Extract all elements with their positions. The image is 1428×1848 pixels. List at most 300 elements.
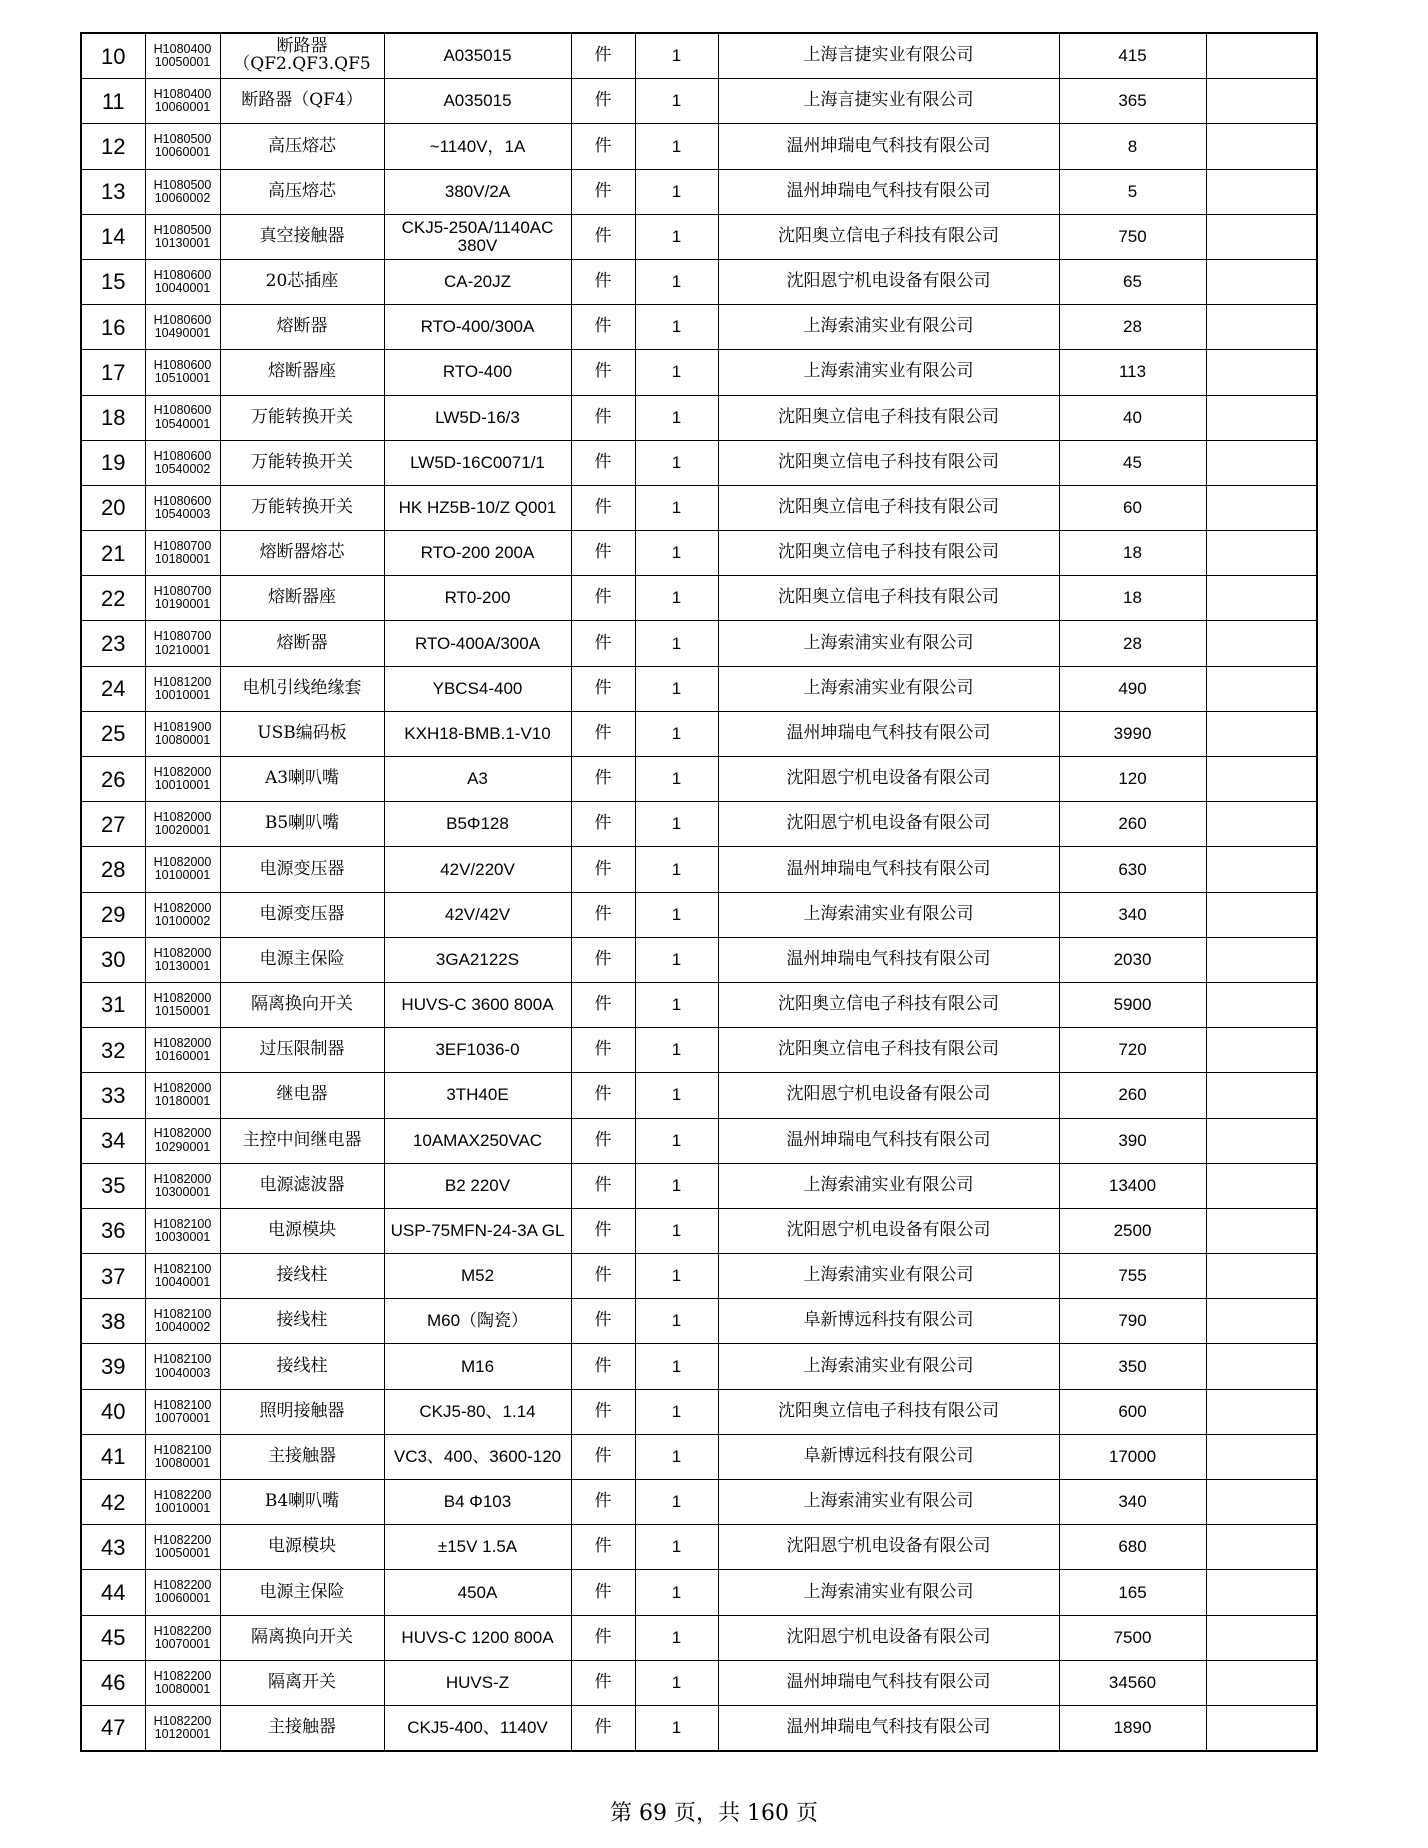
remark (1206, 937, 1317, 982)
part-spec: RTO-400 (384, 350, 571, 395)
quantity: 1 (635, 169, 718, 214)
table-row (81, 350, 1317, 395)
unit-price: 260 (1059, 802, 1206, 847)
unit: 件 (571, 531, 635, 576)
part-name: 高压熔芯 (220, 169, 384, 214)
part-name: B4喇叭嘴 (220, 1480, 384, 1525)
remark (1206, 982, 1317, 1027)
row-number: 16 (81, 305, 145, 350)
remark (1206, 1208, 1317, 1253)
part-spec: 10AMAX250VAC (384, 1118, 571, 1163)
supplier-name: 温州坤瑞电气科技有限公司 (718, 1118, 1059, 1163)
unit: 件 (571, 1570, 635, 1615)
unit: 件 (571, 1299, 635, 1344)
unit-price: 755 (1059, 1254, 1206, 1299)
table-row (81, 1208, 1317, 1253)
unit: 件 (571, 892, 635, 937)
part-name: 万能转换开关 (220, 485, 384, 530)
table-row (81, 1344, 1317, 1389)
material-code-suffix: 10060001 (154, 145, 211, 160)
material-code (145, 259, 220, 304)
table-row (81, 1615, 1317, 1660)
unit: 件 (571, 1208, 635, 1253)
material-code-suffix: 10180001 (154, 552, 211, 567)
unit: 件 (571, 802, 635, 847)
row-number: 12 (81, 124, 145, 169)
material-code-prefix: H1082200 (153, 1713, 212, 1728)
remark (1206, 1299, 1317, 1344)
quantity: 1 (635, 305, 718, 350)
material-code-prefix: H1080500 (153, 222, 212, 237)
material-code-prefix: H1080500 (153, 132, 212, 147)
remark (1206, 350, 1317, 395)
row-number: 30 (81, 937, 145, 982)
supplier-name: 沈阳恩宁机电设备有限公司 (718, 259, 1059, 304)
material-code-prefix: H1082100 (153, 1397, 212, 1412)
unit: 件 (571, 305, 635, 350)
table-row (81, 847, 1317, 892)
row-number: 21 (81, 531, 145, 576)
part-spec: VC3、400、3600-120 (384, 1434, 571, 1479)
part-name: 主控中间继电器 (220, 1118, 384, 1163)
material-code-suffix: 10100001 (154, 868, 211, 883)
material-code-prefix: H1082200 (153, 1578, 212, 1593)
row-number: 36 (81, 1208, 145, 1253)
unit: 件 (571, 1344, 635, 1389)
material-code-suffix: 10180001 (154, 1094, 211, 1109)
supplier-name: 上海索浦实业有限公司 (718, 621, 1059, 666)
material-code-prefix: H1080500 (153, 177, 212, 192)
part-name: 接线柱 (220, 1299, 384, 1344)
supplier-name: 温州坤瑞电气科技有限公司 (718, 1705, 1059, 1751)
material-code (145, 1480, 220, 1525)
quantity: 1 (635, 1570, 718, 1615)
row-number: 47 (81, 1705, 145, 1751)
unit-price: 60 (1059, 485, 1206, 530)
quantity: 1 (635, 1615, 718, 1660)
part-spec: HUVS-C 1200 800A (384, 1615, 571, 1660)
supplier-name: 温州坤瑞电气科技有限公司 (718, 937, 1059, 982)
supplier-name: 温州坤瑞电气科技有限公司 (718, 847, 1059, 892)
quantity: 1 (635, 666, 718, 711)
unit-price: 5 (1059, 169, 1206, 214)
material-code-suffix: 10300001 (154, 1184, 211, 1199)
quantity: 1 (635, 1344, 718, 1389)
unit: 件 (571, 757, 635, 802)
table-row (81, 1028, 1317, 1073)
unit-price: 5900 (1059, 982, 1206, 1027)
unit-price: 113 (1059, 350, 1206, 395)
row-number: 27 (81, 802, 145, 847)
unit-price: 350 (1059, 1344, 1206, 1389)
quantity: 1 (635, 1118, 718, 1163)
supplier-name: 沈阳奥立信电子科技有限公司 (718, 531, 1059, 576)
table-row (81, 395, 1317, 440)
parts-price-table (80, 32, 1318, 1752)
row-number: 34 (81, 1118, 145, 1163)
unit-price: 8 (1059, 124, 1206, 169)
part-name: 万能转换开关 (220, 440, 384, 485)
part-name: 熔断器 (220, 305, 384, 350)
part-spec: 450A (384, 1570, 571, 1615)
part-spec: A3 (384, 757, 571, 802)
part-spec: B4 Φ103 (384, 1480, 571, 1525)
table-row (81, 485, 1317, 530)
material-code-suffix: 10120001 (154, 1727, 211, 1742)
material-code-prefix: H1080600 (153, 358, 212, 373)
part-spec: HUVS-Z (384, 1660, 571, 1705)
unit-price: 28 (1059, 305, 1206, 350)
quantity: 1 (635, 1525, 718, 1570)
part-name: B5喇叭嘴 (220, 802, 384, 847)
remark (1206, 711, 1317, 756)
remark (1206, 757, 1317, 802)
material-code-prefix: H1082100 (153, 1307, 212, 1322)
unit: 件 (571, 982, 635, 1027)
part-spec: B5Φ128 (384, 802, 571, 847)
part-spec: LW5D-16C0071/1 (384, 440, 571, 485)
material-code-prefix: H1082000 (153, 900, 212, 915)
material-code-prefix: H1082200 (153, 1487, 212, 1502)
part-spec: RTO-400A/300A (384, 621, 571, 666)
material-code-prefix: H1082200 (153, 1623, 212, 1638)
unit: 件 (571, 440, 635, 485)
material-code-suffix: 10050001 (154, 1546, 211, 1561)
supplier-name: 沈阳奥立信电子科技有限公司 (718, 1028, 1059, 1073)
material-code (145, 305, 220, 350)
unit: 件 (571, 1118, 635, 1163)
material-code (145, 621, 220, 666)
unit: 件 (571, 214, 635, 259)
material-code (145, 1615, 220, 1660)
unit-price: 7500 (1059, 1615, 1206, 1660)
row-number: 35 (81, 1163, 145, 1208)
material-code-prefix: H1080700 (153, 584, 212, 599)
unit: 件 (571, 1705, 635, 1751)
quantity: 1 (635, 531, 718, 576)
part-spec: 3EF1036-0 (384, 1028, 571, 1073)
row-number: 46 (81, 1660, 145, 1705)
material-code-suffix: 10040001 (154, 281, 211, 296)
remark (1206, 1163, 1317, 1208)
part-name: 熔断器 (220, 621, 384, 666)
table-row (81, 711, 1317, 756)
unit-price: 2500 (1059, 1208, 1206, 1253)
part-spec: B2 220V (384, 1163, 571, 1208)
quantity: 1 (635, 802, 718, 847)
part-spec: CKJ5-400、1140V (384, 1705, 571, 1751)
part-name: 照明接触器 (220, 1389, 384, 1434)
material-code-prefix: H1080400 (153, 87, 212, 102)
quantity: 1 (635, 124, 718, 169)
table-row (81, 576, 1317, 621)
part-spec: RT0-200 (384, 576, 571, 621)
material-code-suffix: 10050001 (154, 55, 211, 70)
part-name: 过压限制器 (220, 1028, 384, 1073)
unit: 件 (571, 1615, 635, 1660)
remark (1206, 847, 1317, 892)
row-number: 29 (81, 892, 145, 937)
unit: 件 (571, 259, 635, 304)
quantity: 1 (635, 440, 718, 485)
material-code-suffix: 10040002 (154, 1320, 211, 1335)
remark (1206, 576, 1317, 621)
part-spec: CKJ5-250A/1140AC 380V (384, 214, 571, 259)
supplier-name: 沈阳恩宁机电设备有限公司 (718, 1073, 1059, 1118)
material-code (145, 33, 220, 79)
material-code-prefix: H1080700 (153, 629, 212, 644)
row-number: 31 (81, 982, 145, 1027)
part-name: 电源主保险 (220, 1570, 384, 1615)
supplier-name: 沈阳恩宁机电设备有限公司 (718, 1615, 1059, 1660)
material-code (145, 847, 220, 892)
row-number: 13 (81, 169, 145, 214)
supplier-name: 温州坤瑞电气科技有限公司 (718, 711, 1059, 756)
quantity: 1 (635, 214, 718, 259)
quantity: 1 (635, 1028, 718, 1073)
row-number: 25 (81, 711, 145, 756)
material-code-prefix: H1080600 (153, 493, 212, 508)
quantity: 1 (635, 711, 718, 756)
material-code (145, 1073, 220, 1118)
quantity: 1 (635, 1434, 718, 1479)
material-code (145, 1434, 220, 1479)
unit-price: 720 (1059, 1028, 1206, 1073)
material-code-prefix: H1080400 (153, 41, 212, 56)
remark (1206, 1615, 1317, 1660)
material-code-suffix: 10150001 (154, 1004, 211, 1019)
material-code-suffix: 10290001 (154, 1139, 211, 1154)
table-row (81, 1163, 1317, 1208)
material-code-prefix: H1080600 (153, 403, 212, 418)
part-name: 电源模块 (220, 1525, 384, 1570)
material-code-suffix: 10130001 (154, 235, 211, 250)
material-code-suffix: 10080001 (154, 1455, 211, 1470)
material-code (145, 1254, 220, 1299)
part-spec: USP-75MFN-24-3A GL (384, 1208, 571, 1253)
material-code-prefix: H1082100 (153, 1442, 212, 1457)
unit-price: 120 (1059, 757, 1206, 802)
part-name: 接线柱 (220, 1344, 384, 1389)
unit: 件 (571, 395, 635, 440)
table-row (81, 982, 1317, 1027)
supplier-name: 上海索浦实业有限公司 (718, 666, 1059, 711)
material-code-prefix: H1082200 (153, 1533, 212, 1548)
remark (1206, 1570, 1317, 1615)
part-spec: ~1140V，1A (384, 124, 571, 169)
material-code (145, 1389, 220, 1434)
material-code-suffix: 10080001 (154, 732, 211, 747)
supplier-name: 沈阳奥立信电子科技有限公司 (718, 576, 1059, 621)
material-code-suffix: 10130001 (154, 958, 211, 973)
table-row (81, 621, 1317, 666)
table-row (81, 1525, 1317, 1570)
row-number: 19 (81, 440, 145, 485)
material-code-suffix: 10190001 (154, 597, 211, 612)
part-name: 主接触器 (220, 1434, 384, 1479)
part-spec: HK HZ5B-10/Z Q001 (384, 485, 571, 530)
remark (1206, 305, 1317, 350)
unit: 件 (571, 1254, 635, 1299)
part-name: 主接触器 (220, 1705, 384, 1751)
row-number: 14 (81, 214, 145, 259)
remark (1206, 259, 1317, 304)
part-spec: CA-20JZ (384, 259, 571, 304)
table-row (81, 169, 1317, 214)
unit: 件 (571, 1389, 635, 1434)
unit: 件 (571, 485, 635, 530)
unit-price: 415 (1059, 33, 1206, 79)
material-code (145, 485, 220, 530)
part-spec: M60（陶瓷） (384, 1299, 571, 1344)
unit: 件 (571, 124, 635, 169)
quantity: 1 (635, 1480, 718, 1525)
supplier-name: 温州坤瑞电气科技有限公司 (718, 1660, 1059, 1705)
unit-price: 680 (1059, 1525, 1206, 1570)
row-number: 22 (81, 576, 145, 621)
unit-price: 390 (1059, 1118, 1206, 1163)
material-code (145, 982, 220, 1027)
remark (1206, 1389, 1317, 1434)
material-code-prefix: H1082000 (153, 1081, 212, 1096)
part-name: 电源变压器 (220, 847, 384, 892)
material-code (145, 1660, 220, 1705)
remark (1206, 395, 1317, 440)
quantity: 1 (635, 937, 718, 982)
part-name: 熔断器座 (220, 576, 384, 621)
row-number: 40 (81, 1389, 145, 1434)
row-number: 33 (81, 1073, 145, 1118)
material-code-suffix: 10510001 (154, 371, 211, 386)
material-code-suffix: 10080001 (154, 1681, 211, 1696)
unit-price: 65 (1059, 259, 1206, 304)
part-name: 真空接触器 (220, 214, 384, 259)
part-name: 万能转换开关 (220, 395, 384, 440)
remark (1206, 1525, 1317, 1570)
row-number: 23 (81, 621, 145, 666)
row-number: 43 (81, 1525, 145, 1570)
unit-price: 365 (1059, 79, 1206, 124)
row-number: 28 (81, 847, 145, 892)
material-code-prefix: H1080700 (153, 539, 212, 554)
table-row (81, 214, 1317, 259)
material-code (145, 1705, 220, 1751)
material-code (145, 79, 220, 124)
unit-price: 17000 (1059, 1434, 1206, 1479)
unit-price: 490 (1059, 666, 1206, 711)
material-code-prefix: H1081200 (153, 674, 212, 689)
part-name: 断路器（QF2.QF3.QF5 (220, 33, 384, 79)
material-code-prefix: H1082100 (153, 1216, 212, 1231)
supplier-name: 上海索浦实业有限公司 (718, 1344, 1059, 1389)
table-row (81, 666, 1317, 711)
unit-price: 34560 (1059, 1660, 1206, 1705)
part-name: 隔离换向开关 (220, 982, 384, 1027)
supplier-name: 上海索浦实业有限公司 (718, 305, 1059, 350)
material-code-prefix: H1082100 (153, 1352, 212, 1367)
table-row (81, 802, 1317, 847)
unit-price: 28 (1059, 621, 1206, 666)
unit-price: 340 (1059, 1480, 1206, 1525)
remark (1206, 802, 1317, 847)
supplier-name: 上海言捷实业有限公司 (718, 79, 1059, 124)
remark (1206, 1660, 1317, 1705)
unit-price: 340 (1059, 892, 1206, 937)
supplier-name: 阜新博远科技有限公司 (718, 1299, 1059, 1344)
supplier-name: 沈阳恩宁机电设备有限公司 (718, 1208, 1059, 1253)
material-code-suffix: 10100002 (154, 913, 211, 928)
part-spec: M16 (384, 1344, 571, 1389)
remark (1206, 1344, 1317, 1389)
unit: 件 (571, 1163, 635, 1208)
unit-price: 790 (1059, 1299, 1206, 1344)
part-spec: ±15V 1.5A (384, 1525, 571, 1570)
material-code-suffix: 10070001 (154, 1410, 211, 1425)
material-code-prefix: H1082000 (153, 990, 212, 1005)
table-body (81, 33, 1317, 1751)
quantity: 1 (635, 621, 718, 666)
supplier-name: 沈阳恩宁机电设备有限公司 (718, 757, 1059, 802)
part-name: 电源滤波器 (220, 1163, 384, 1208)
remark (1206, 1118, 1317, 1163)
table-row (81, 259, 1317, 304)
material-code (145, 350, 220, 395)
quantity: 1 (635, 395, 718, 440)
material-code (145, 395, 220, 440)
unit: 件 (571, 1028, 635, 1073)
material-code-prefix: H1082000 (153, 945, 212, 960)
part-spec: KXH18-BMB.1-V10 (384, 711, 571, 756)
unit: 件 (571, 1434, 635, 1479)
material-code-suffix: 10160001 (154, 1049, 211, 1064)
row-number: 44 (81, 1570, 145, 1615)
unit: 件 (571, 621, 635, 666)
unit-price: 45 (1059, 440, 1206, 485)
supplier-name: 阜新博远科技有限公司 (718, 1434, 1059, 1479)
part-spec: HUVS-C 3600 800A (384, 982, 571, 1027)
remark (1206, 1028, 1317, 1073)
remark (1206, 169, 1317, 214)
unit: 件 (571, 1525, 635, 1570)
unit: 件 (571, 711, 635, 756)
unit-price: 165 (1059, 1570, 1206, 1615)
material-code-suffix: 10030001 (154, 1229, 211, 1244)
material-code (145, 1163, 220, 1208)
unit: 件 (571, 1073, 635, 1118)
unit: 件 (571, 33, 635, 79)
remark (1206, 531, 1317, 576)
material-code (145, 576, 220, 621)
material-code-prefix: H1082000 (153, 855, 212, 870)
material-code-suffix: 10070001 (154, 1636, 211, 1651)
quantity: 1 (635, 1073, 718, 1118)
unit-price: 2030 (1059, 937, 1206, 982)
supplier-name: 上海索浦实业有限公司 (718, 1480, 1059, 1525)
part-name: USB编码板 (220, 711, 384, 756)
quantity: 1 (635, 1660, 718, 1705)
part-name: A3喇叭嘴 (220, 757, 384, 802)
page-number: 第 69 页，共 160 页 (610, 1801, 818, 1826)
quantity: 1 (635, 350, 718, 395)
quantity: 1 (635, 259, 718, 304)
part-name: 断路器（QF4） (220, 79, 384, 124)
part-spec: CKJ5-80、1.14 (384, 1389, 571, 1434)
material-code-suffix: 10020001 (154, 823, 211, 838)
row-number: 10 (81, 33, 145, 79)
supplier-name: 沈阳奥立信电子科技有限公司 (718, 982, 1059, 1027)
supplier-name: 沈阳恩宁机电设备有限公司 (718, 802, 1059, 847)
part-name: 接线柱 (220, 1254, 384, 1299)
